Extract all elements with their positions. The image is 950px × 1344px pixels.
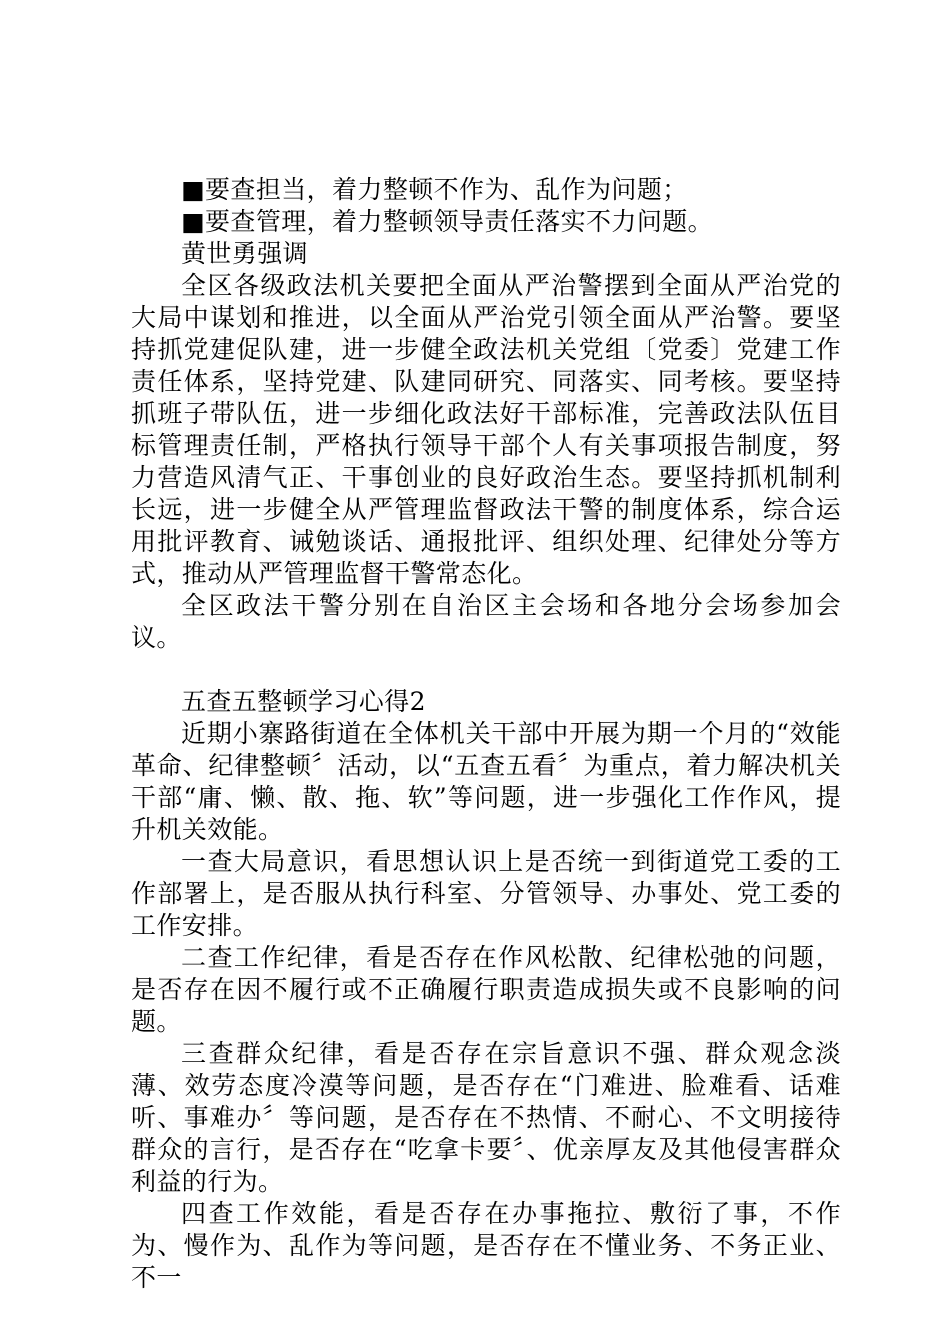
bullet-item-management: ■要查管理，着力整顿领导责任落实不力问题。 — [181, 207, 714, 236]
document-body — [131, 174, 841, 1294]
body-paragraph: 二查工作纪律，看是否存在作风松散、纪律松弛的问题，是否存在因不履行或不正确履行职责造成损失或不良影响的问题。 — [131, 943, 841, 1036]
section-spacer — [131, 654, 841, 686]
speaker-heading: 黄世勇强调 — [181, 239, 309, 268]
section-title: 五查五整顿学习心得2 — [181, 687, 426, 716]
body-paragraph: 四查工作效能，看是否存在办事拖拉、敷衍了事，不作为、慢作为、乱作为等问题，是否存在不懂业务、不务正业、不一 — [131, 1199, 841, 1292]
body-paragraph: 近期小寨路街道在全体机关干部中开展为期一个月的“效能革命、纪律整顿〞活动，以“五查五看〞为重点，着力解决机关干部“庸、懒、散、拖、软”等问题，进一步强化工作作风，提升机关效能。 — [131, 719, 841, 844]
body-paragraph: 全区政法干警分别在自治区主会场和各地分会场参加会议。 — [131, 591, 841, 652]
body-paragraph: 一查大局意识，看思想认识上是否统一到街道党工委的工作部署上，是否服从执行科室、分管领导、办事处、党工委的工作安排。 — [131, 847, 841, 940]
bullet-item-responsibility: ■要查担当，着力整顿不作为、乱作为问题； — [181, 175, 688, 204]
body-paragraph: 三查群众纪律，看是否存在宗旨意识不强、群众观念淡薄、效劳态度冷漠等问题，是否存在“门难进、脸难看、话难听、事难办〞等问题，是否存在不热情、不耐心、不文明接待群众的言行，是否存在“吃拿卡要〞、优亲厚友及其他侵害群众利益的行为。 — [131, 1039, 841, 1196]
body-paragraph: 全区各级政法机关要把全面从严治警摆到全面从严治党的大局中谋划和推进，以全面从严治党引领全面从严治警。要坚持抓党建促队建，进一步健全政法机关党组〔党委〕党建工作责任体系，坚持党建、队建同研究、同落实、同考核。要坚持抓班子带队伍，进一步细化政法好干部标准，完善政法队伍目标管理责任制，严格执行领导干部个人有关事项报告制度，努力营造风清气正、干事创业的良好政治生态。要坚持抓机制利长远，进一步健全从严管理监督政法干警的制度体系，综合运用批评教育、诫勉谈话、通报批评、组织处理、纪律处分等方式，推动从严管理监督干警常态化。 — [131, 271, 841, 588]
